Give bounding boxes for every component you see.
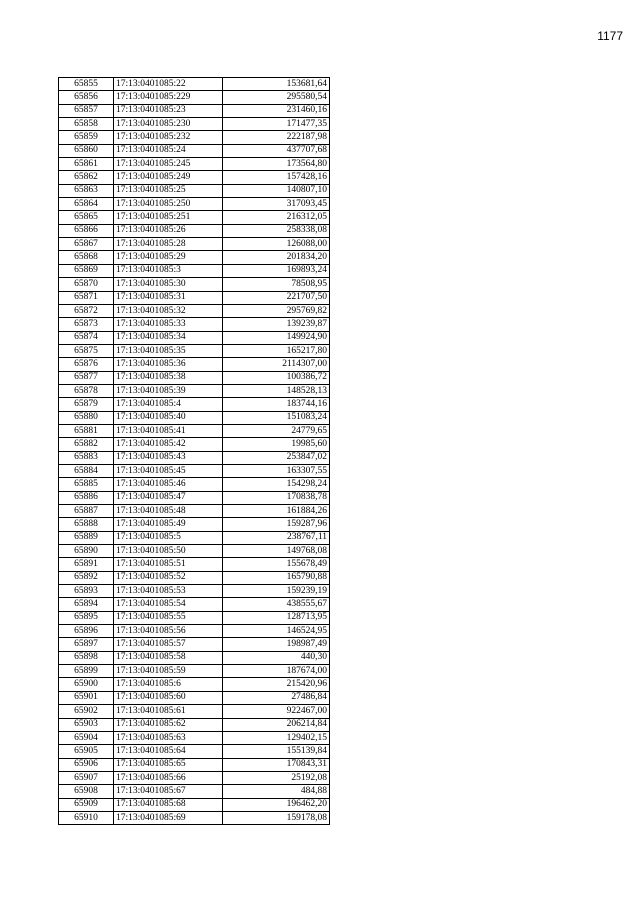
row-number-cell: 65900 bbox=[59, 678, 114, 691]
cadastral-number-cell: 17:13:0401085:32 bbox=[114, 304, 223, 317]
table-row bbox=[59, 811, 330, 824]
value-cell: 171477,35 bbox=[223, 118, 330, 131]
row-number-cell: 65878 bbox=[59, 384, 114, 397]
value-cell: 159239,19 bbox=[223, 585, 330, 598]
row-number-cell: 65895 bbox=[59, 611, 114, 624]
row-number-cell: 65863 bbox=[59, 184, 114, 197]
table-row bbox=[59, 611, 330, 624]
cadastral-number-cell: 17:13:0401085:48 bbox=[114, 505, 223, 518]
cadastral-number-cell: 17:13:0401085:56 bbox=[114, 625, 223, 638]
value-cell: 484,88 bbox=[223, 785, 330, 798]
cadastral-number-cell: 17:13:0401085:30 bbox=[114, 278, 223, 291]
table-row bbox=[59, 184, 330, 197]
cadastral-number-cell: 17:13:0401085:36 bbox=[114, 358, 223, 371]
value-cell: 201834,20 bbox=[223, 251, 330, 264]
table-row bbox=[59, 491, 330, 504]
row-number-cell: 65860 bbox=[59, 144, 114, 157]
cadastral-number-cell: 17:13:0401085:39 bbox=[114, 384, 223, 397]
cadastral-number-cell: 17:13:0401085:38 bbox=[114, 371, 223, 384]
row-number-cell: 65857 bbox=[59, 104, 114, 117]
row-number-cell: 65862 bbox=[59, 171, 114, 184]
value-cell: 161884,26 bbox=[223, 505, 330, 518]
cadastral-number-cell: 17:13:0401085:63 bbox=[114, 731, 223, 744]
cadastral-number-cell: 17:13:0401085:64 bbox=[114, 745, 223, 758]
value-cell: 146524,95 bbox=[223, 625, 330, 638]
data-table bbox=[58, 77, 330, 825]
row-number-cell: 65859 bbox=[59, 131, 114, 144]
cadastral-number-cell: 17:13:0401085:35 bbox=[114, 344, 223, 357]
value-cell: 170843,31 bbox=[223, 758, 330, 771]
row-number-cell: 65893 bbox=[59, 585, 114, 598]
row-number-cell: 65890 bbox=[59, 545, 114, 558]
value-cell: 317093,45 bbox=[223, 198, 330, 211]
row-number-cell: 65904 bbox=[59, 731, 114, 744]
page-number: 1177 bbox=[597, 29, 623, 43]
cadastral-number-cell: 17:13:0401085:5 bbox=[114, 531, 223, 544]
value-cell: 151083,24 bbox=[223, 411, 330, 424]
cadastral-number-cell: 17:13:0401085:51 bbox=[114, 558, 223, 571]
table-row bbox=[59, 304, 330, 317]
cadastral-number-cell: 17:13:0401085:25 bbox=[114, 184, 223, 197]
table-row bbox=[59, 384, 330, 397]
row-number-cell: 65861 bbox=[59, 158, 114, 171]
value-cell: 100386,72 bbox=[223, 371, 330, 384]
value-cell: 155678,49 bbox=[223, 558, 330, 571]
row-number-cell: 65871 bbox=[59, 291, 114, 304]
cadastral-number-cell: 17:13:0401085:59 bbox=[114, 665, 223, 678]
row-number-cell: 65865 bbox=[59, 211, 114, 224]
cadastral-number-cell: 17:13:0401085:45 bbox=[114, 464, 223, 477]
row-number-cell: 65894 bbox=[59, 598, 114, 611]
row-number-cell: 65902 bbox=[59, 705, 114, 718]
table-row bbox=[59, 464, 330, 477]
table-row bbox=[59, 651, 330, 664]
value-cell: 183744,16 bbox=[223, 398, 330, 411]
row-number-cell: 65905 bbox=[59, 745, 114, 758]
table-row bbox=[59, 625, 330, 638]
cadastral-number-cell: 17:13:0401085:22 bbox=[114, 78, 223, 91]
value-cell: 222187,98 bbox=[223, 131, 330, 144]
row-number-cell: 65881 bbox=[59, 424, 114, 437]
table-row bbox=[59, 78, 330, 91]
table-row bbox=[59, 665, 330, 678]
cadastral-number-cell: 17:13:0401085:66 bbox=[114, 771, 223, 784]
cadastral-number-cell: 17:13:0401085:50 bbox=[114, 545, 223, 558]
value-cell: 163307,55 bbox=[223, 464, 330, 477]
value-cell: 27486,84 bbox=[223, 691, 330, 704]
row-number-cell: 65876 bbox=[59, 358, 114, 371]
value-cell: 153681,64 bbox=[223, 78, 330, 91]
cadastral-number-cell: 17:13:0401085:55 bbox=[114, 611, 223, 624]
value-cell: 154298,24 bbox=[223, 478, 330, 491]
row-number-cell: 65873 bbox=[59, 318, 114, 331]
table-row bbox=[59, 251, 330, 264]
table-row bbox=[59, 771, 330, 784]
value-cell: 173564,80 bbox=[223, 158, 330, 171]
table-row bbox=[59, 558, 330, 571]
table-row bbox=[59, 358, 330, 371]
value-cell: 24779,65 bbox=[223, 424, 330, 437]
row-number-cell: 65891 bbox=[59, 558, 114, 571]
table-row bbox=[59, 571, 330, 584]
cadastral-number-cell: 17:13:0401085:49 bbox=[114, 518, 223, 531]
cadastral-number-cell: 17:13:0401085:43 bbox=[114, 451, 223, 464]
cadastral-number-cell: 17:13:0401085:67 bbox=[114, 785, 223, 798]
cadastral-number-cell: 17:13:0401085:34 bbox=[114, 331, 223, 344]
value-cell: 258338,08 bbox=[223, 224, 330, 237]
row-number-cell: 65867 bbox=[59, 238, 114, 251]
table-row bbox=[59, 198, 330, 211]
row-number-cell: 65884 bbox=[59, 464, 114, 477]
row-number-cell: 65901 bbox=[59, 691, 114, 704]
table-row bbox=[59, 545, 330, 558]
value-cell: 149924,90 bbox=[223, 331, 330, 344]
cadastral-number-cell: 17:13:0401085:251 bbox=[114, 211, 223, 224]
table-row bbox=[59, 278, 330, 291]
row-number-cell: 65856 bbox=[59, 91, 114, 104]
value-cell: 238767,11 bbox=[223, 531, 330, 544]
table-row bbox=[59, 238, 330, 251]
value-cell: 215420,96 bbox=[223, 678, 330, 691]
table-row bbox=[59, 758, 330, 771]
table-row bbox=[59, 104, 330, 117]
value-cell: 165217,80 bbox=[223, 344, 330, 357]
cadastral-number-cell: 17:13:0401085:245 bbox=[114, 158, 223, 171]
cadastral-number-cell: 17:13:0401085:31 bbox=[114, 291, 223, 304]
table-row bbox=[59, 731, 330, 744]
value-cell: 149768,08 bbox=[223, 545, 330, 558]
table-row bbox=[59, 705, 330, 718]
row-number-cell: 65898 bbox=[59, 651, 114, 664]
cadastral-number-cell: 17:13:0401085:52 bbox=[114, 571, 223, 584]
value-cell: 231460,16 bbox=[223, 104, 330, 117]
row-number-cell: 65903 bbox=[59, 718, 114, 731]
table-row bbox=[59, 798, 330, 811]
table-row bbox=[59, 318, 330, 331]
row-number-cell: 65892 bbox=[59, 571, 114, 584]
table-row bbox=[59, 291, 330, 304]
value-cell: 129402,15 bbox=[223, 731, 330, 744]
cadastral-number-cell: 17:13:0401085:29 bbox=[114, 251, 223, 264]
cadastral-number-cell: 17:13:0401085:46 bbox=[114, 478, 223, 491]
value-cell: 157428,16 bbox=[223, 171, 330, 184]
row-number-cell: 65858 bbox=[59, 118, 114, 131]
table-row bbox=[59, 638, 330, 651]
cadastral-number-cell: 17:13:0401085:249 bbox=[114, 171, 223, 184]
cadastral-number-cell: 17:13:0401085:23 bbox=[114, 104, 223, 117]
cadastral-number-cell: 17:13:0401085:47 bbox=[114, 491, 223, 504]
table-body bbox=[59, 78, 330, 825]
value-cell: 159178,08 bbox=[223, 811, 330, 824]
table-row bbox=[59, 424, 330, 437]
row-number-cell: 65888 bbox=[59, 518, 114, 531]
row-number-cell: 65868 bbox=[59, 251, 114, 264]
row-number-cell: 65872 bbox=[59, 304, 114, 317]
value-cell: 170838,78 bbox=[223, 491, 330, 504]
table-row bbox=[59, 718, 330, 731]
value-cell: 2114307,00 bbox=[223, 358, 330, 371]
table-row bbox=[59, 91, 330, 104]
value-cell: 198987,49 bbox=[223, 638, 330, 651]
value-cell: 221707,50 bbox=[223, 291, 330, 304]
table-row bbox=[59, 371, 330, 384]
cadastral-number-cell: 17:13:0401085:3 bbox=[114, 264, 223, 277]
value-cell: 128713,95 bbox=[223, 611, 330, 624]
value-cell: 78508,95 bbox=[223, 278, 330, 291]
cadastral-number-cell: 17:13:0401085:28 bbox=[114, 238, 223, 251]
table-row bbox=[59, 598, 330, 611]
table-row bbox=[59, 144, 330, 157]
value-cell: 437707,68 bbox=[223, 144, 330, 157]
table-row bbox=[59, 224, 330, 237]
cadastral-number-cell: 17:13:0401085:65 bbox=[114, 758, 223, 771]
row-number-cell: 65908 bbox=[59, 785, 114, 798]
row-number-cell: 65874 bbox=[59, 331, 114, 344]
table-row bbox=[59, 745, 330, 758]
value-cell: 140807,10 bbox=[223, 184, 330, 197]
table-row bbox=[59, 518, 330, 531]
row-number-cell: 65896 bbox=[59, 625, 114, 638]
value-cell: 196462,20 bbox=[223, 798, 330, 811]
row-number-cell: 65855 bbox=[59, 78, 114, 91]
value-cell: 148528,13 bbox=[223, 384, 330, 397]
value-cell: 159287,96 bbox=[223, 518, 330, 531]
cadastral-number-cell: 17:13:0401085:41 bbox=[114, 424, 223, 437]
value-cell: 165790,88 bbox=[223, 571, 330, 584]
table-row bbox=[59, 331, 330, 344]
value-cell: 295769,82 bbox=[223, 304, 330, 317]
cadastral-number-cell: 17:13:0401085:230 bbox=[114, 118, 223, 131]
row-number-cell: 65866 bbox=[59, 224, 114, 237]
value-cell: 169893,24 bbox=[223, 264, 330, 277]
row-number-cell: 65870 bbox=[59, 278, 114, 291]
value-cell: 440,30 bbox=[223, 651, 330, 664]
cadastral-number-cell: 17:13:0401085:42 bbox=[114, 438, 223, 451]
table-row bbox=[59, 171, 330, 184]
value-cell: 187674,00 bbox=[223, 665, 330, 678]
value-cell: 19985,60 bbox=[223, 438, 330, 451]
cadastral-number-cell: 17:13:0401085:26 bbox=[114, 224, 223, 237]
row-number-cell: 65906 bbox=[59, 758, 114, 771]
row-number-cell: 65882 bbox=[59, 438, 114, 451]
table-row bbox=[59, 398, 330, 411]
cadastral-number-cell: 17:13:0401085:58 bbox=[114, 651, 223, 664]
table-row bbox=[59, 585, 330, 598]
cadastral-number-cell: 17:13:0401085:54 bbox=[114, 598, 223, 611]
cadastral-number-cell: 17:13:0401085:61 bbox=[114, 705, 223, 718]
row-number-cell: 65877 bbox=[59, 371, 114, 384]
value-cell: 922467,00 bbox=[223, 705, 330, 718]
cadastral-number-cell: 17:13:0401085:24 bbox=[114, 144, 223, 157]
table-row bbox=[59, 785, 330, 798]
value-cell: 253847,02 bbox=[223, 451, 330, 464]
row-number-cell: 65869 bbox=[59, 264, 114, 277]
value-cell: 155139,84 bbox=[223, 745, 330, 758]
row-number-cell: 65883 bbox=[59, 451, 114, 464]
table-row bbox=[59, 505, 330, 518]
row-number-cell: 65880 bbox=[59, 411, 114, 424]
row-number-cell: 65879 bbox=[59, 398, 114, 411]
cadastral-number-cell: 17:13:0401085:62 bbox=[114, 718, 223, 731]
value-cell: 206214,84 bbox=[223, 718, 330, 731]
cadastral-number-cell: 17:13:0401085:229 bbox=[114, 91, 223, 104]
row-number-cell: 65886 bbox=[59, 491, 114, 504]
value-cell: 139239,87 bbox=[223, 318, 330, 331]
value-cell: 438555,67 bbox=[223, 598, 330, 611]
table-row bbox=[59, 344, 330, 357]
value-cell: 216312,05 bbox=[223, 211, 330, 224]
table-row bbox=[59, 131, 330, 144]
value-cell: 126088,00 bbox=[223, 238, 330, 251]
cadastral-number-cell: 17:13:0401085:57 bbox=[114, 638, 223, 651]
table-row bbox=[59, 118, 330, 131]
table-row bbox=[59, 211, 330, 224]
row-number-cell: 65899 bbox=[59, 665, 114, 678]
row-number-cell: 65885 bbox=[59, 478, 114, 491]
table-row bbox=[59, 451, 330, 464]
row-number-cell: 65907 bbox=[59, 771, 114, 784]
table-row bbox=[59, 438, 330, 451]
cadastral-number-cell: 17:13:0401085:53 bbox=[114, 585, 223, 598]
table-row bbox=[59, 264, 330, 277]
table-row bbox=[59, 158, 330, 171]
table-row bbox=[59, 678, 330, 691]
row-number-cell: 65864 bbox=[59, 198, 114, 211]
cadastral-number-cell: 17:13:0401085:4 bbox=[114, 398, 223, 411]
cadastral-number-cell: 17:13:0401085:232 bbox=[114, 131, 223, 144]
cadastral-number-cell: 17:13:0401085:6 bbox=[114, 678, 223, 691]
row-number-cell: 65889 bbox=[59, 531, 114, 544]
row-number-cell: 65875 bbox=[59, 344, 114, 357]
cadastral-number-cell: 17:13:0401085:33 bbox=[114, 318, 223, 331]
table-row bbox=[59, 691, 330, 704]
value-cell: 25192,08 bbox=[223, 771, 330, 784]
table-row bbox=[59, 478, 330, 491]
row-number-cell: 65897 bbox=[59, 638, 114, 651]
cadastral-number-cell: 17:13:0401085:250 bbox=[114, 198, 223, 211]
row-number-cell: 65887 bbox=[59, 505, 114, 518]
table-row bbox=[59, 411, 330, 424]
value-cell: 295580,54 bbox=[223, 91, 330, 104]
row-number-cell: 65909 bbox=[59, 798, 114, 811]
table-row bbox=[59, 531, 330, 544]
row-number-cell: 65910 bbox=[59, 811, 114, 824]
cadastral-number-cell: 17:13:0401085:40 bbox=[114, 411, 223, 424]
cadastral-number-cell: 17:13:0401085:69 bbox=[114, 811, 223, 824]
cadastral-number-cell: 17:13:0401085:68 bbox=[114, 798, 223, 811]
cadastral-number-cell: 17:13:0401085:60 bbox=[114, 691, 223, 704]
